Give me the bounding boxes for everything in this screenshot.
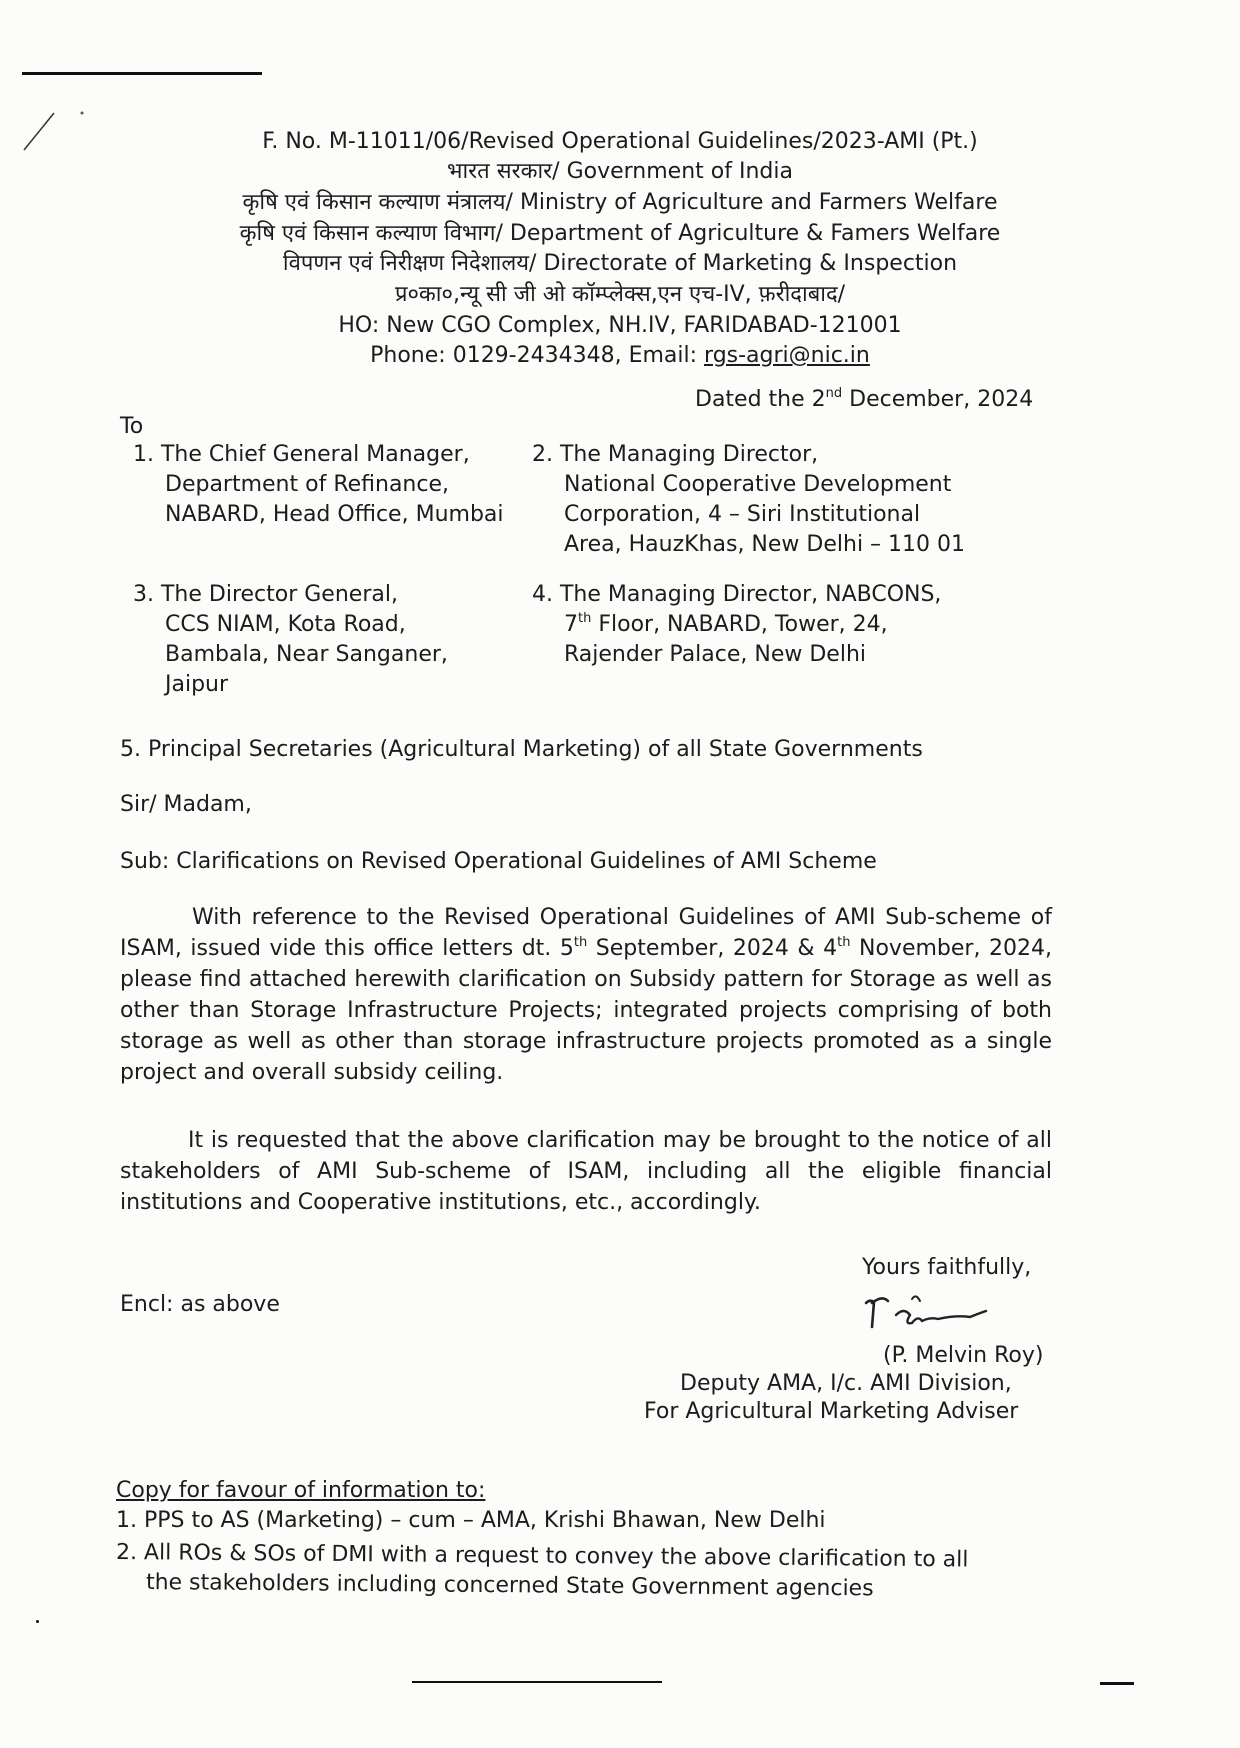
- recipient-1-line: Department of Refinance,: [165, 472, 450, 497]
- copy-item-2-cont: the stakeholders including concerned State Government agencies: [145, 1570, 874, 1602]
- floor-number: 7: [564, 612, 578, 637]
- file-number: F. No. M-11011/06/Revised Operational Guidelines/2023-AMI (Pt.): [262, 129, 978, 154]
- phone-label: Phone: 0129-2434348, Email:: [370, 343, 705, 368]
- recipient-3-line: 3. The Director General,: [133, 582, 398, 607]
- scan-dot: [36, 1620, 39, 1623]
- copy-heading: Copy for favour of information to:: [116, 1478, 486, 1503]
- floor-sup: th: [578, 611, 592, 626]
- bottom-rule: [412, 1681, 662, 1683]
- recipient-4-line: Rajender Palace, New Delhi: [564, 642, 867, 667]
- recipient-3-line: Jaipur: [165, 672, 229, 697]
- contact-line: [0, 341, 1240, 371]
- date-prefix: Dated the 2: [695, 387, 826, 412]
- body-paragraph-2: It is requested that the above clarification may be brought to the notice of all stakeholders of AMI Sub-scheme of ISAM, including all the eligible financial institutions and Cooperative institutions, etc., accordingly.: [120, 1128, 1052, 1215]
- recipient-2-line: Corporation, 4 – Siri Institutional: [564, 502, 921, 527]
- address: HO: New CGO Complex, NH.IV, FARIDABAD-121001: [338, 313, 902, 338]
- closing: Yours faithfully,: [862, 1255, 1032, 1280]
- p1-part-a: With reference to the Revised Operational Guidelines of AMI Sub-scheme of ISAM, issued vide this office letters dt. 5: [120, 905, 1052, 961]
- recipient-3-line: Bambala, Near Sanganer,: [165, 642, 448, 667]
- date-suffix: December, 2024: [842, 387, 1034, 412]
- copy-item-1: 1. PPS to AS (Marketing) – cum – AMA, Krishi Bhawan, New Delhi: [116, 1508, 826, 1533]
- top-rule: [22, 72, 262, 75]
- signatory-designation: Deputy AMA, I/c. AMI Division,: [680, 1371, 1012, 1396]
- signatory-for: For Agricultural Marketing Adviser: [644, 1399, 1019, 1424]
- recipient-1-line: 1. The Chief General Manager,: [133, 442, 470, 467]
- floor-rest: Floor, NABARD, Tower, 24,: [591, 612, 888, 637]
- p1-sup-1: th: [573, 935, 588, 950]
- salutation: Sir/ Madam,: [120, 792, 252, 817]
- recipient-4-line: [532, 610, 941, 640]
- p1-part-b: September, 2024 & 4: [587, 936, 838, 961]
- email-link[interactable]: rgs-agri@nic.in: [704, 343, 870, 368]
- enclosure: Encl: as above: [120, 1292, 280, 1317]
- p1-part-c: November, 2024, please find attached herewith clarification on Subsidy pattern for Storage as well as other than Storage Infrastructure Projects; integrated projects comprising of both storage as well as other than storage infrastructure projects promoted as a single project and overall subsidy ceiling.: [120, 936, 1052, 1085]
- to-label: To: [120, 414, 144, 439]
- address-hindi: प्र०का०,न्यू सी जी ओ कॉम्प्लेक्स,एन एच-IV, फ़रीदाबाद/: [394, 282, 846, 307]
- ministry-name: कृषि एवं किसान कल्याण मंत्रालय/ Ministry of Agriculture and Farmers Welfare: [242, 190, 998, 215]
- directorate-name: विपणन एवं निरीक्षण निदेशालय/ Directorate of Marketing & Inspection: [282, 251, 958, 276]
- signatory-name: (P. Melvin Roy): [883, 1343, 1044, 1368]
- recipient-3-line: CCS NIAM, Kota Road,: [165, 612, 406, 637]
- date-sup: nd: [825, 386, 843, 401]
- recipient-2-line: National Cooperative Development: [564, 472, 952, 497]
- recipient-4-line: 4. The Managing Director, NABCONS,: [532, 582, 942, 607]
- recipient-2-line: 2. The Managing Director,: [532, 442, 819, 467]
- p1-sup-2: th: [837, 935, 851, 950]
- recipient-2: [532, 440, 965, 560]
- signature: [860, 1285, 1030, 1345]
- copy-item-2: 2. All ROs & SOs of DMI with a request to convey the above clarification to all: [115, 1540, 969, 1573]
- recipient-3: [133, 580, 448, 700]
- recipient-2-line: Area, HauzKhas, New Delhi – 110 01: [564, 532, 966, 557]
- recipient-4: [532, 580, 941, 670]
- letter-date: [695, 385, 1033, 415]
- department-name: कृषि एवं किसान कल्याण विभाग/ Department of Agriculture & Famers Welfare: [239, 221, 1001, 246]
- recipient-1-line: NABARD, Head Office, Mumbai: [165, 502, 504, 527]
- recipient-1: [133, 440, 504, 530]
- subject-line: Sub: Clarifications on Revised Operational Guidelines of AMI Scheme: [120, 849, 877, 874]
- body-paragraph-1: [120, 902, 1052, 1088]
- bottom-right-mark: [1100, 1682, 1134, 1685]
- recipient-5: 5. Principal Secretaries (Agricultural Marketing) of all State Governments: [120, 737, 923, 762]
- govt-name: भारत सरकार/ Government of India: [447, 159, 793, 184]
